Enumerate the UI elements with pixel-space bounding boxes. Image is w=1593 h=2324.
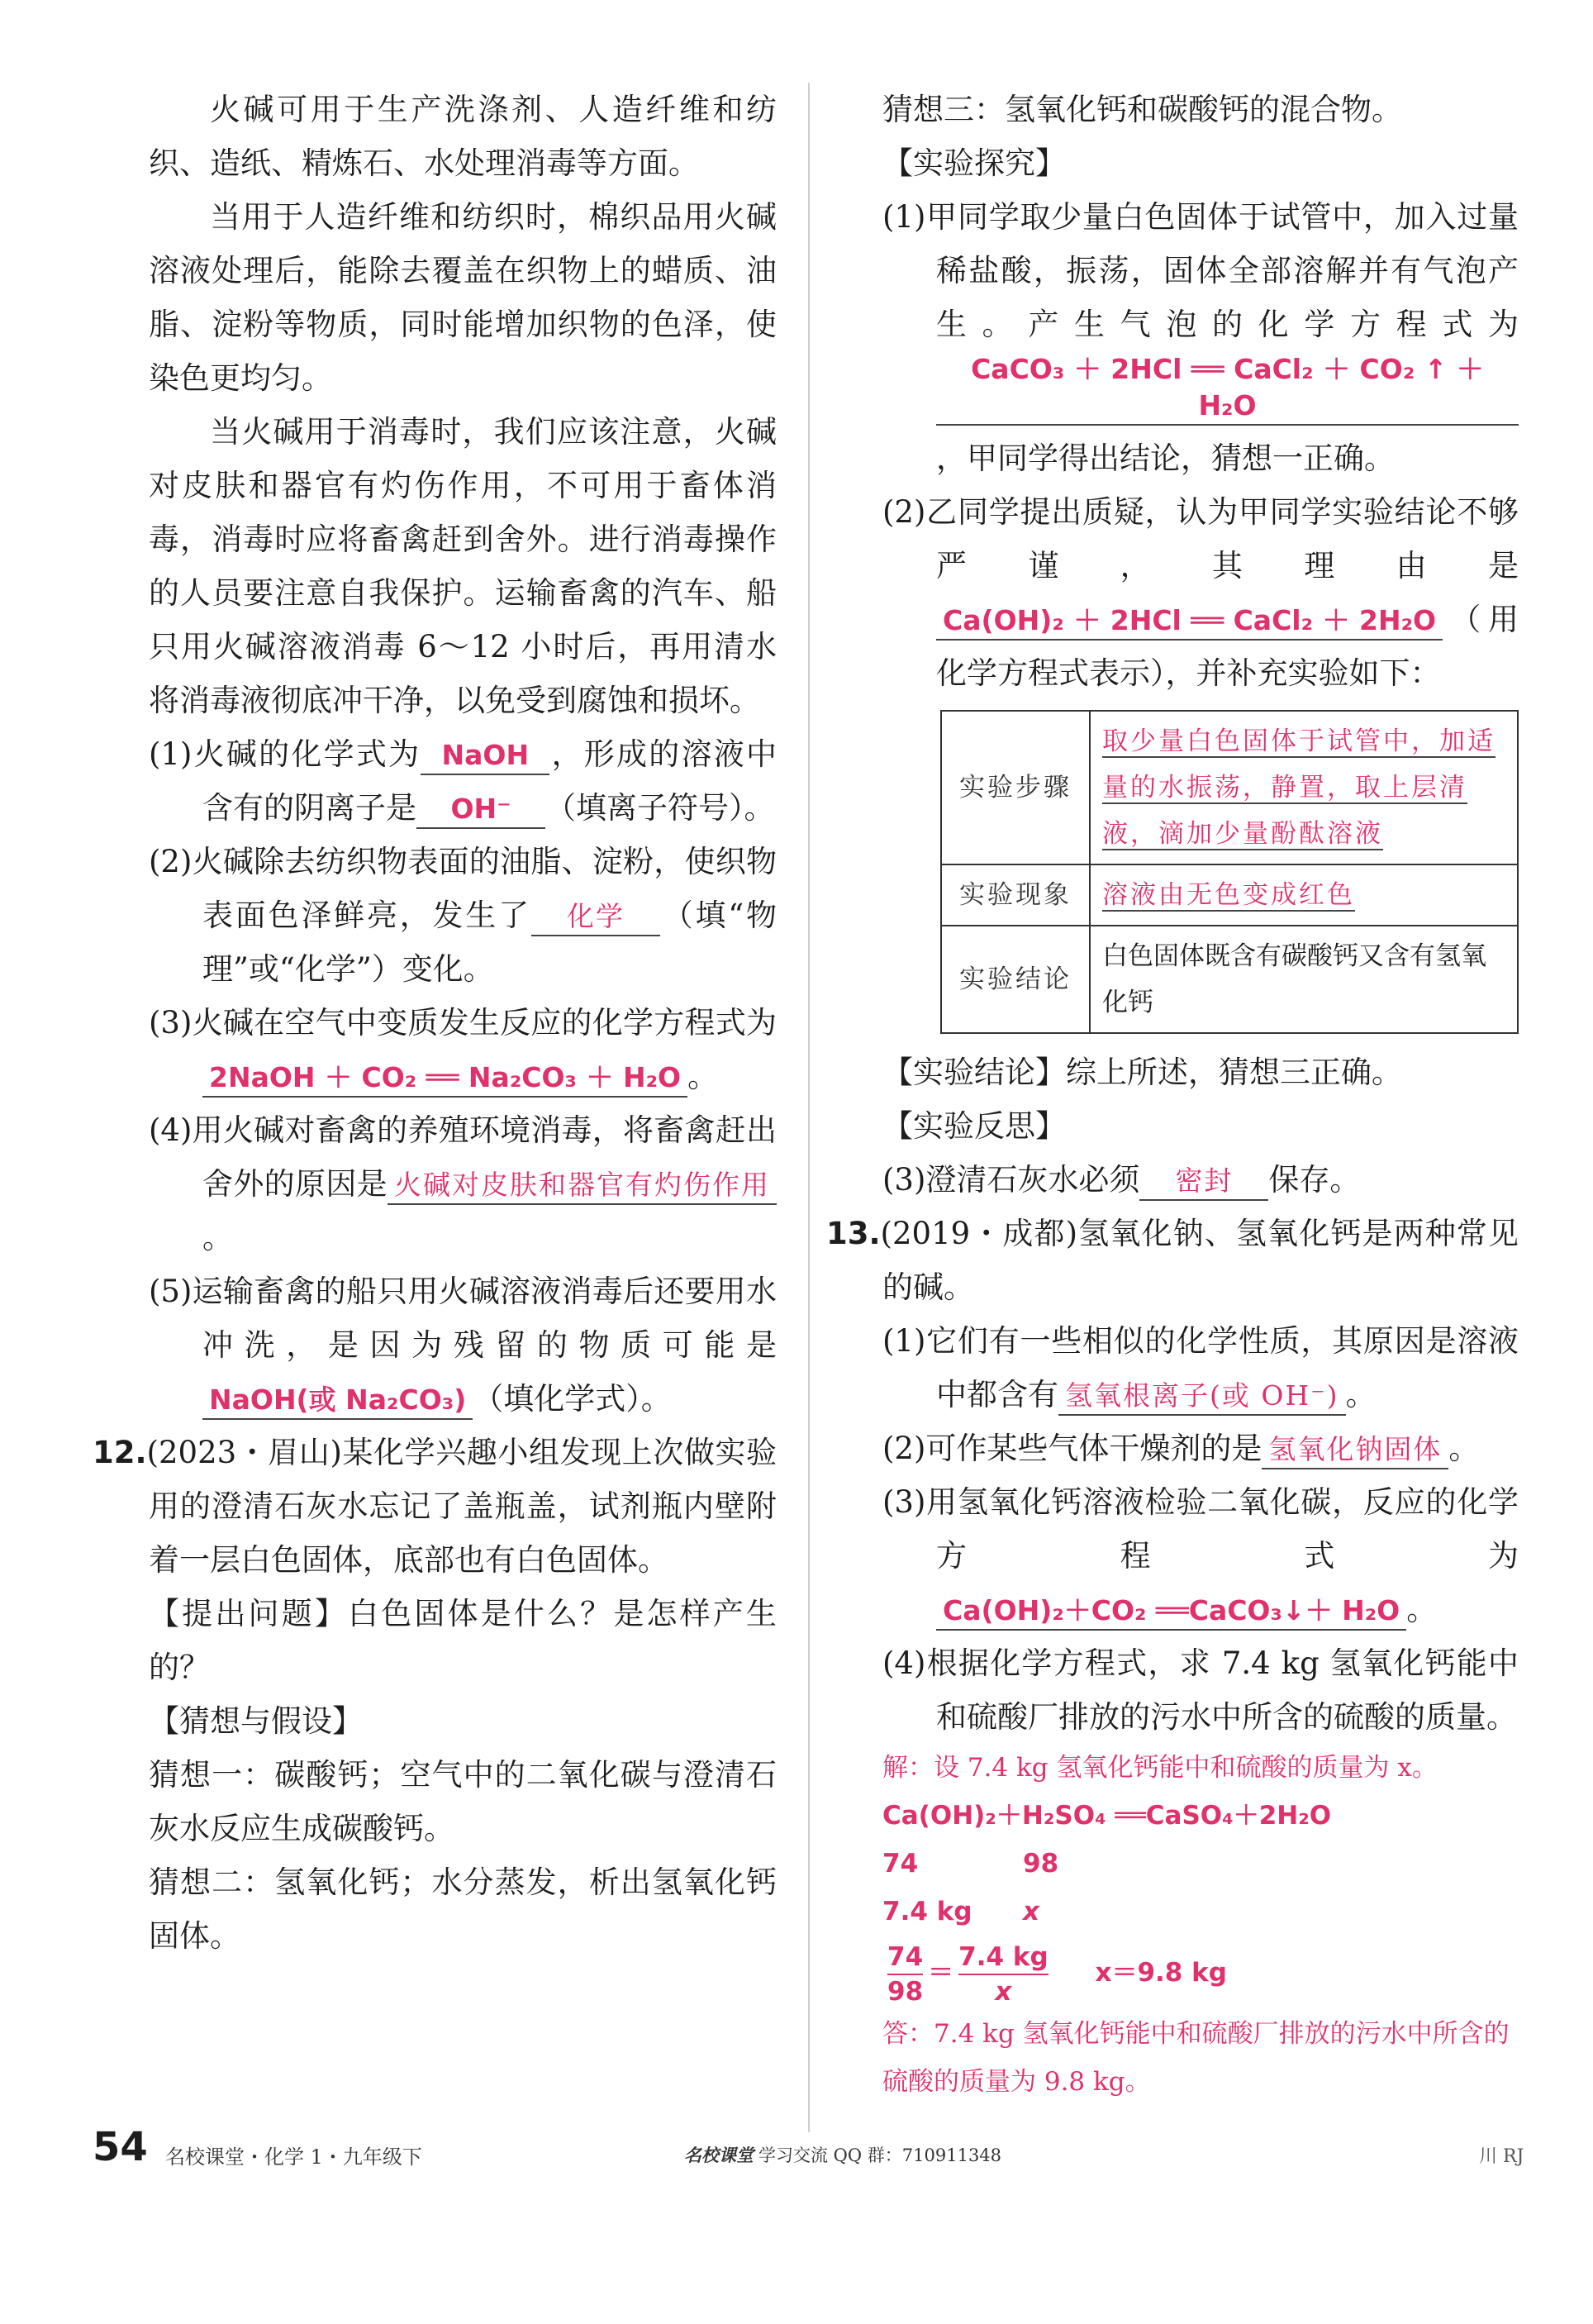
qq-group: [684, 2142, 1001, 2167]
explore-1: [882, 190, 1519, 485]
e1-text-a: (1)甲同学取少量白色固体于试管中，加入过量稀盐酸，振荡，固体全部溶解并有气泡产生。产生气泡的化学方程式为: [882, 199, 1519, 342]
intro-paragraph-3: 当火碱用于消毒时，我们应该注意，火碱对皮肤和器官有灼伤作用，不可用于畜体消毒，消毒时应将畜禽赶到舍外。进行消毒操作的人员要注意自我保护。运输畜禽的汽车、船只用火碱溶液消毒 6～12 小时后，再用清水将消毒液彻底冲干净，以免受到腐蚀和损坏。: [149, 414, 777, 718]
fraction-right: [958, 1941, 1049, 2008]
reflection-3: [882, 1153, 1519, 1207]
fraction-equals: ＝: [928, 1958, 954, 1988]
q4-text-b: 。: [202, 1220, 233, 1255]
unknown-mass: x: [1023, 1897, 1039, 1926]
solution-given: [882, 1888, 1519, 1936]
molar-mass-h2so4: 98: [1023, 1849, 1059, 1879]
e2-text-b: （用化学方程式表示），并补充实验如下：: [936, 602, 1519, 691]
explore-heading: 【实验探究】: [882, 145, 1066, 181]
q1-text-c: （填离子符号）。: [545, 790, 775, 826]
solution-result: x＝9.8 kg: [1095, 1958, 1227, 1988]
question-11-1: [149, 727, 777, 835]
molar-mass-caoh2: 74: [882, 1849, 919, 1879]
table-row: [941, 926, 1518, 1033]
e2-text-a: (2)乙同学提出质疑，认为甲同学实验结论不够严谨，其理由是: [882, 494, 1519, 583]
question-13-4: (4)根据化学方程式，求 7.4 kg 氢氧化钙能中和硫酸厂排放的污水中所含的硫酸的质量。: [882, 1645, 1519, 1735]
fraction-right-numerator: 7.4 kg: [958, 1941, 1049, 1975]
s2-answer: 氢氧化钠固体: [1262, 1431, 1448, 1469]
question-11-3: [149, 996, 777, 1103]
phenomenon-answer: 溶液由无色变成红色: [1102, 880, 1355, 910]
hypothesis-2: 猜想二：氢氧化钙；水分蒸发，析出氢氧化钙固体。: [149, 1864, 777, 1954]
q2-text-b: （填“物理”或“化学”）变化。: [202, 898, 777, 987]
fraction-left: [887, 1941, 923, 2008]
fraction-right-denominator: x: [995, 1976, 1012, 2007]
solution-equation: Ca(OH)₂＋H₂SO₄ ══CaSO₄＋2H₂O: [882, 1801, 1332, 1831]
s3-text-a: (3)用氢氧化钙溶液检验二氧化碳，反应的化学方程式为: [882, 1484, 1519, 1574]
question-13-3: [882, 1475, 1519, 1636]
solution-setup: 解：设 7.4 kg 氢氧化钙能中和硫酸的质量为 x。: [882, 1753, 1438, 1783]
step-answer: 取少量白色固体于试管中，加适量的水振荡，静置，取上层清液，滴加少量酚酞溶液: [1102, 726, 1496, 849]
page-number: 54: [93, 2124, 148, 2170]
question-13-number: 13.: [826, 1216, 881, 1251]
solution-answer: 答：7.4 kg 氢氧化钙能中和硫酸厂排放的污水中所含的硫酸的质量为 9.8 kg。: [882, 2019, 1510, 2097]
conclusion-cell: 白色固体既含有碳酸钙又含有氢氧化钙: [1090, 926, 1518, 1033]
brand-logo: 名校课堂: [684, 2145, 754, 2165]
reflection-heading: 【实验反思】: [882, 1108, 1066, 1144]
q1-text-b: ，形成的溶液中含有的阴离子是: [202, 736, 777, 826]
right-column: [826, 83, 1519, 2106]
question-11-5: [149, 1264, 777, 1426]
e1-text-b: ，甲同学得出结论，猜想一正确。: [936, 441, 1395, 476]
s3-answer-equation: Ca(OH)₂＋CO₂ ══CaCO₃↓＋ H₂O: [936, 1593, 1406, 1631]
s1-text-a: (1)它们有一些相似的化学性质，其原因是溶液中都含有: [882, 1323, 1519, 1412]
column-divider: [808, 83, 810, 2132]
intro-paragraph-2: 当用于人造纤维和纺织时，棉织品用火碱溶液处理后，能除去覆盖在织物上的蜡质、油脂、淀粉等物质，同时能增加织物的色泽，使染色更均匀。: [149, 199, 777, 396]
q2-text-a: (2)火碱除去纺织物表面的油脂、淀粉，使织物表面色泽鲜亮，发生了: [149, 844, 777, 933]
q3-text-b: 。: [687, 1059, 719, 1094]
given-mass: 7.4 kg: [882, 1897, 972, 1926]
r3-text-a: (3)澄清石灰水必须: [882, 1162, 1140, 1198]
table-row: [941, 864, 1518, 926]
q4-answer: 火碱对皮肤和器官有灼伤作用: [388, 1167, 777, 1205]
q5-text-a: (5)运输畜禽的船只用火碱溶液消毒后还要用水冲洗，是因为残留的物质可能是: [149, 1274, 777, 1363]
question-13-stem: [826, 1207, 1519, 1314]
s3-text-b: 。: [1406, 1592, 1438, 1627]
question-13-2: [882, 1422, 1519, 1475]
step-cell: [1090, 711, 1518, 864]
question-11-4: [149, 1103, 777, 1264]
experiment-table: [940, 710, 1519, 1034]
solution-proportion: [882, 1936, 1519, 2010]
table-row: [941, 711, 1518, 864]
book-series: 名校课堂・化学 1・九年级下: [165, 2145, 422, 2169]
phenomenon-cell: [1090, 864, 1518, 926]
q4-text-a: (4)用火碱对畜禽的养殖环境消毒，将畜禽赶出舍外的原因是: [149, 1112, 777, 1202]
fraction-left-numerator: 74: [887, 1941, 923, 1975]
q3-text-a: (3)火碱在空气中变质发生反应的化学方程式为: [149, 1005, 777, 1041]
q5-text-b: （填化学式）。: [473, 1381, 672, 1417]
s1-answer: 氢氧根离子(或 OH⁻): [1058, 1378, 1346, 1416]
q1-answer-anion: OH⁻: [416, 791, 545, 829]
q2-answer: 化学: [531, 898, 660, 936]
solution-molar-masses: [882, 1840, 1519, 1888]
q1-answer-formula: NaOH: [421, 737, 549, 775]
r3-text-b: 保存。: [1268, 1162, 1361, 1198]
question-13-1: [882, 1314, 1519, 1422]
page-footer: [0, 2124, 1593, 2207]
intro-paragraph-1: 火碱可用于生产洗涤剂、人造纤维和纺织、造纸、精炼石、水处理消毒等方面。: [149, 92, 777, 181]
question-12-stem: [93, 1426, 777, 1587]
q1-text-a: (1)火碱的化学式为: [149, 736, 421, 772]
hypothesis-3: 猜想三：氢氧化钙和碳酸钙的混合物。: [882, 92, 1402, 127]
experiment-conclusion: 【实验结论】综上所述，猜想三正确。: [882, 1055, 1402, 1090]
s2-text-a: (2)可作某些气体干燥剂的是: [882, 1431, 1263, 1466]
e2-answer-equation: Ca(OH)₂ ＋ 2HCl ══ CaCl₂ ＋ 2H₂O: [936, 602, 1443, 641]
hypothesis-heading: 【猜想与假设】: [149, 1703, 363, 1739]
s2-text-b: 。: [1448, 1431, 1480, 1466]
q3-answer-equation: 2NaOH ＋ CO₂ ══ Na₂CO₃ ＋ H₂O: [202, 1060, 687, 1098]
edition-tag: 川 RJ: [1479, 2146, 1524, 2167]
q5-answer: NaOH(或 Na₂CO₃): [202, 1382, 473, 1420]
solution-block: [882, 1744, 1519, 2106]
left-column: [93, 83, 777, 1963]
explore-2: [882, 485, 1519, 700]
r3-answer: 密封: [1139, 1163, 1268, 1201]
e1-answer-equation: CaCO₃ ＋ 2HCl ══ CaCl₂ ＋ CO₂ ↑ ＋ H₂O: [936, 351, 1519, 426]
question-11-2: [149, 835, 777, 996]
phenomenon-label: 实验现象: [941, 864, 1090, 926]
s1-text-b: 。: [1345, 1377, 1377, 1412]
fraction-left-denominator: 98: [887, 1976, 924, 2007]
qq-group-text: 学习交流 QQ 群：710911348: [758, 2145, 1002, 2165]
step-label: 实验步骤: [941, 711, 1090, 864]
question-12-text: (2023・眉山)某化学兴趣小组发现上次做实验用的澄清石灰水忘记了盖瓶盖，试剂瓶内壁附着一层白色固体，底部也有白色固体。: [146, 1435, 777, 1578]
conclusion-label: 实验结论: [941, 926, 1090, 1033]
question-13-text: (2019・成都)氢氧化钠、氢氧化钙是两种常见的碱。: [880, 1216, 1519, 1305]
question-12-number: 12.: [93, 1435, 147, 1470]
raise-question: 【提出问题】白色固体是什么？是怎样产生的？: [149, 1596, 777, 1685]
hypothesis-1: 猜想一：碳酸钙；空气中的二氧化碳与澄清石灰水反应生成碳酸钙。: [149, 1757, 777, 1846]
